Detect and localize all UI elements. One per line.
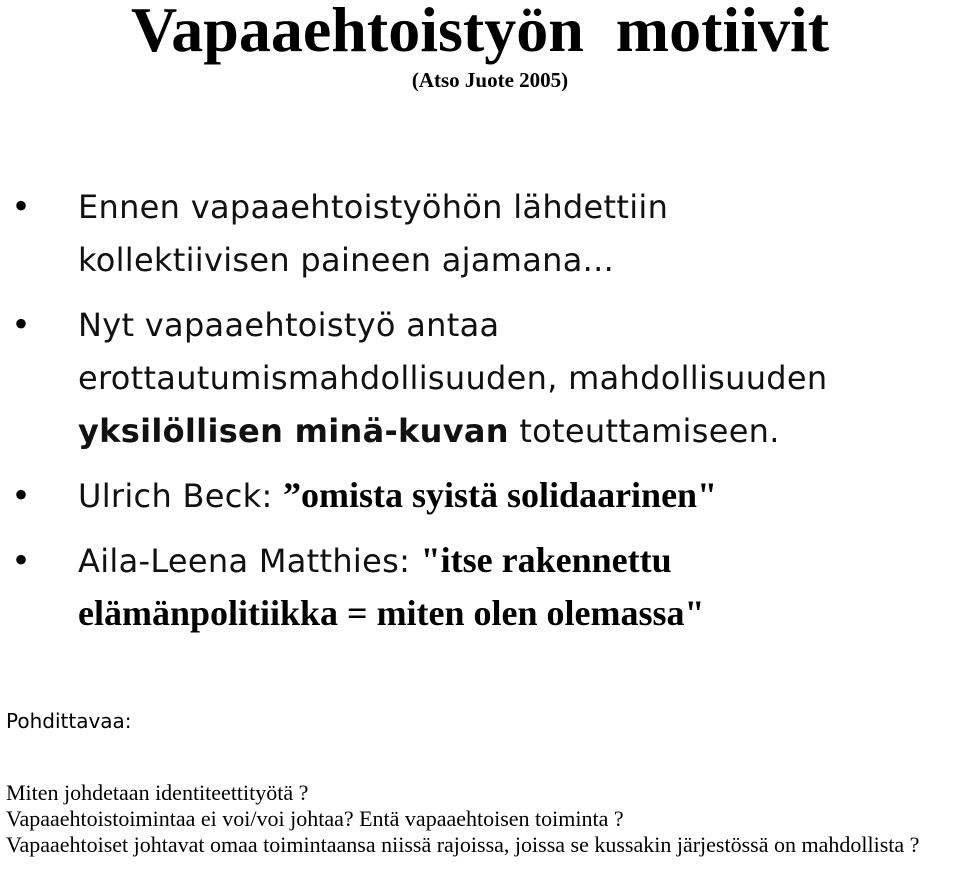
bullet-item xyxy=(0,534,960,639)
bullet-icon: • xyxy=(14,472,29,517)
bullet-quote: omista syistä solidaarinen" xyxy=(301,475,718,515)
bullet-item xyxy=(0,180,960,286)
bullet-icon: • xyxy=(14,183,29,228)
bullet-author: Aila-Leena Matthies: xyxy=(78,542,421,580)
bullet-text: Ennen vapaaehtoistyöhön lähdettiin xyxy=(78,188,669,226)
slide-title: Vapaaehtoistyön motiivit xyxy=(130,0,830,65)
discussion-notes xyxy=(6,708,960,858)
notes-line: Vapaaehtoiset johtavat omaa toimintaansa niissä rajoissa, joissa se kussakin järjestössä on mahdollista ? xyxy=(6,832,920,857)
bullet-list xyxy=(0,180,960,639)
bullet-icon: • xyxy=(14,301,29,346)
bullet-author: Ulrich Beck: xyxy=(78,477,284,515)
bullet-text: kollektiivisen paineen ajamana... xyxy=(78,241,615,279)
bullet-emphasis: yksilöllisen minä-kuvan xyxy=(78,412,509,450)
bullet-text: Nyt vapaaehtoistyö antaa xyxy=(78,306,500,344)
bullet-text: erottautumismahdollisuuden, mahdollisuuden xyxy=(78,359,828,397)
bullet-item xyxy=(0,298,960,457)
notes-heading: Pohdittavaa: xyxy=(6,709,132,733)
bullet-item xyxy=(0,469,960,522)
slide-subtitle: (Atso Juote 2005) xyxy=(411,68,569,92)
bullet-text: toteuttamiseen. xyxy=(508,412,780,450)
open-quote: ” xyxy=(283,475,302,515)
bullet-quote: "itse rakennettu xyxy=(420,540,672,580)
notes-line: Vapaaehtoistoimintaa ei voi/voi johtaa? Entä vapaaehtoisen toiminta ? xyxy=(6,806,624,831)
notes-line: Miten johdetaan identiteettityötä ? xyxy=(6,780,309,805)
bullet-icon: • xyxy=(14,537,29,582)
bullet-quote: elämänpolitiikka = miten olen olemassa" xyxy=(78,593,705,633)
